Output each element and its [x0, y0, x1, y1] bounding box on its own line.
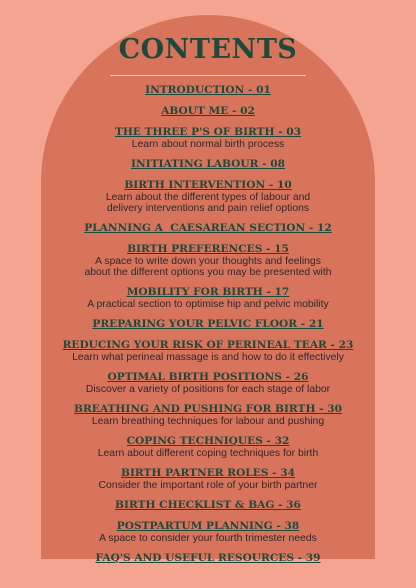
toc-entry-mobility	[41, 286, 375, 310]
toc-link-breathing[interactable]: BREATHING AND PUSHING FOR BIRTH - 30	[74, 403, 342, 415]
toc-entry-pelvic-floor	[41, 318, 375, 331]
toc-description: delivery interventions and pain relief options	[106, 203, 310, 214]
toc-link-checklist[interactable]: BIRTH CHECKLIST & BAG - 36	[115, 499, 301, 511]
toc-entry-breathing	[41, 403, 375, 427]
toc-entry-perineal-tear	[41, 339, 375, 363]
toc-description: A space to write down your thoughts and feelings	[95, 256, 321, 267]
contents-list	[41, 82, 375, 565]
toc-entry-birth-positions	[41, 371, 375, 395]
toc-link-initiating-labour[interactable]: INITIATING LABOUR - 08	[131, 158, 285, 170]
toc-description: Discover a variety of positions for each stage of labor	[85, 384, 331, 395]
toc-entry-birth-intervention	[41, 179, 375, 214]
toc-link-introduction[interactable]: INTRODUCTION - 01	[145, 84, 271, 96]
toc-link-pelvic-floor[interactable]: PREPARING YOUR PELVIC FLOOR - 21	[92, 318, 324, 330]
toc-entry-about-me	[41, 105, 375, 118]
title-divider	[110, 75, 306, 76]
toc-description: Learn what perineal massage is and how to do it effectively	[72, 352, 344, 363]
toc-link-caesarean[interactable]: PLANNING A CAESAREAN SECTION - 12	[84, 222, 332, 234]
toc-link-three-ps[interactable]: THE THREE P'S OF BIRTH - 03	[114, 126, 302, 138]
toc-description: A practical section to optimise hip and pelvic mobility	[87, 299, 329, 310]
toc-link-mobility[interactable]: MOBILITY FOR BIRTH - 17	[126, 286, 290, 298]
toc-link-birth-positions[interactable]: OPTIMAL BIRTH POSITIONS - 26	[107, 371, 309, 383]
toc-entry-birth-preferences	[41, 243, 375, 278]
toc-entry-postpartum	[41, 520, 375, 544]
toc-description: Learn about the different types of labour and	[105, 192, 311, 203]
toc-link-perineal-tear[interactable]: REDUCING YOUR RISK OF PERINEAL TEAR - 23	[62, 339, 354, 351]
toc-link-faqs[interactable]: FAQ'S AND USEFUL RESOURCES - 39	[95, 552, 321, 564]
toc-entry-partner-roles	[41, 467, 375, 491]
toc-entry-coping	[41, 435, 375, 459]
toc-link-coping[interactable]: COPING TECHNIQUES - 32	[126, 435, 290, 447]
toc-link-partner-roles[interactable]: BIRTH PARTNER ROLES - 34	[121, 467, 295, 479]
toc-description: Learn breathing techniques for labour and pushing	[91, 416, 325, 427]
toc-description: Learn about normal birth process	[131, 139, 285, 150]
toc-link-birth-preferences[interactable]: BIRTH PREFERENCES - 15	[127, 243, 289, 255]
toc-entry-faqs	[41, 552, 375, 565]
toc-entry-introduction	[41, 84, 375, 97]
toc-link-birth-intervention[interactable]: BIRTH INTERVENTION - 10	[124, 179, 292, 191]
toc-description: Consider the important role of your birth partner	[98, 480, 318, 491]
toc-description: Learn about different coping techniques for birth	[97, 448, 319, 459]
toc-link-postpartum[interactable]: POSTPARTUM PLANNING - 38	[116, 520, 300, 532]
toc-description: A space to consider your fourth trimester needs	[99, 533, 317, 544]
toc-entry-initiating-labour	[41, 158, 375, 171]
toc-entry-three-ps	[41, 126, 375, 150]
toc-entry-caesarean	[41, 222, 375, 235]
toc-link-about-me[interactable]: ABOUT ME - 02	[161, 105, 255, 117]
page-title: CONTENTS	[118, 34, 298, 65]
toc-entry-checklist	[41, 499, 375, 512]
toc-description: about the different options you may be presented with	[84, 267, 332, 278]
